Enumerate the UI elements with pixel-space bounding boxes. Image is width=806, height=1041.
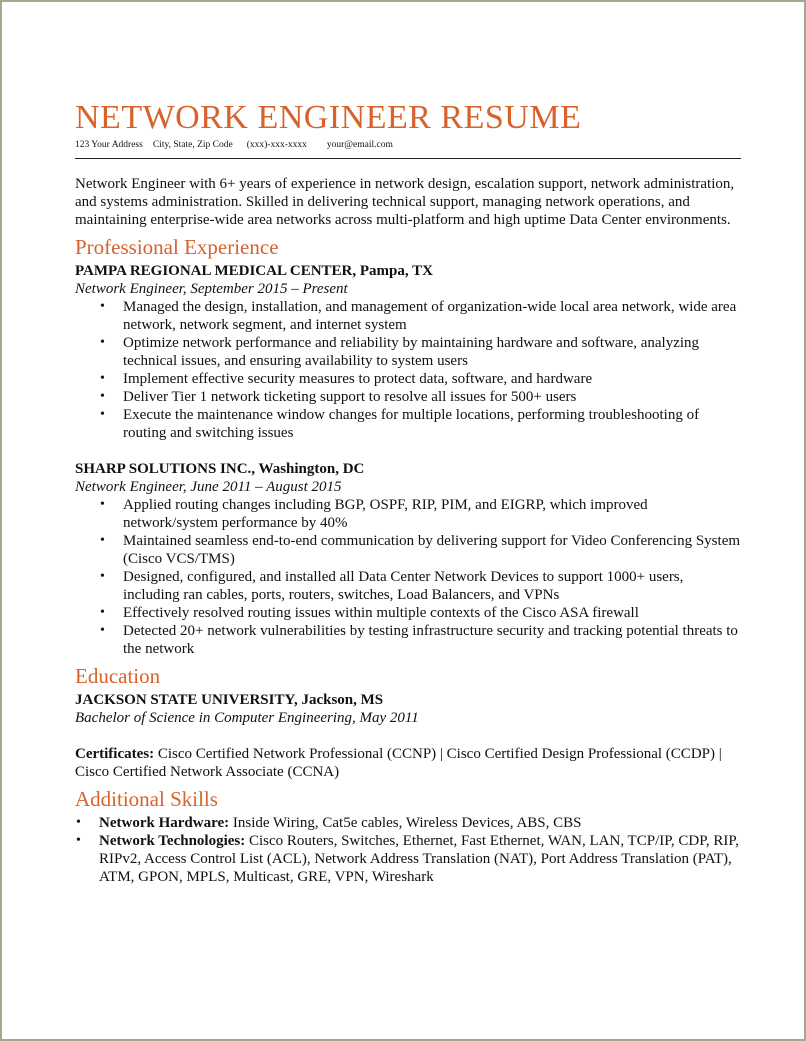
header-divider <box>75 158 741 159</box>
bullet-text: Designed, configured, and installed all Data Center Network Devices to support 1000+ users, including ran cables, ports, routers, switches, Load Balancers, and VPNs <box>123 569 684 603</box>
skills-list <box>75 814 741 886</box>
bullet-text: Managed the design, installation, and management of organization-wide local area network, wide area network, network segment, and internet system <box>123 299 737 333</box>
list-item <box>75 298 741 334</box>
contact-phone: (xxx)-xxx-xxxx <box>246 140 307 150</box>
spacer <box>75 442 741 460</box>
list-item <box>75 532 741 568</box>
contact-address: 123 Your Address <box>75 140 143 150</box>
skill-label: Network Hardware: <box>99 815 230 831</box>
certificates-text: Cisco Certified Network Professional (CCNP) | Cisco Certified Design Professional (CCDP) | Cisco Certified Network Associate (CCNA) <box>75 746 722 780</box>
bullet-icon: • <box>76 815 81 830</box>
bullet-icon: • <box>100 605 105 620</box>
bullet-icon: • <box>100 389 105 404</box>
bullet-text: Optimize network performance and reliability by maintaining hardware and software, analyzing technical issues, and ensuring availability to system users <box>123 335 700 369</box>
job-role: Network Engineer, September 2015 – Present <box>75 281 348 297</box>
bullet-icon: • <box>100 497 105 512</box>
experience-heading: Professional Experience <box>75 235 279 259</box>
bullet-icon: • <box>100 623 105 638</box>
school-name: JACKSON STATE UNIVERSITY, Jackson, MS <box>75 692 384 708</box>
list-item <box>75 622 741 658</box>
certificates <box>75 745 741 781</box>
bullet-icon: • <box>100 407 105 422</box>
bullet-text: Detected 20+ network vulnerabilities by testing infrastructure security and tracking potential threats to the network <box>123 623 738 657</box>
job-bullets <box>75 496 741 658</box>
contact-city: City, State, Zip Code <box>152 140 233 150</box>
list-item <box>75 496 741 532</box>
job-entry <box>75 262 741 442</box>
bullet-text: Applied routing changes including BGP, OSPF, RIP, PIM, and EIGRP, which improved network/system performance by 40% <box>123 497 648 531</box>
contact-email: your@email.com <box>326 140 393 150</box>
skills-heading: Additional Skills <box>75 787 218 811</box>
skill-text: Cisco Routers, Switches, Ethernet, Fast Ethernet, WAN, LAN, TCP/IP, CDP, RIP, RIPv2, Access Control List (ACL), Network Address Translation (NAT), Port Address Translation (PAT), ATM, GPON, MPLS, Multicast, GRE, VPN, Wireshark <box>99 833 739 885</box>
list-item <box>75 568 741 604</box>
bullet-icon: • <box>100 533 105 548</box>
job-role: Network Engineer, June 2011 – August 2015 <box>75 479 342 495</box>
job-entry <box>75 460 741 658</box>
resume-content <box>75 98 741 886</box>
certificates-label: Certificates: <box>75 746 155 762</box>
list-item <box>75 388 741 406</box>
list-item <box>75 832 741 886</box>
list-item <box>75 370 741 388</box>
list-item <box>75 814 741 832</box>
skill-label: Network Technologies: <box>99 833 246 849</box>
bullet-icon: • <box>100 569 105 584</box>
bullet-icon: • <box>76 833 81 848</box>
degree: Bachelor of Science in Computer Engineering, May 2011 <box>75 710 419 726</box>
bullet-text: Execute the maintenance window changes for multiple locations, performing troubleshooting of routing and switching issues <box>123 407 700 441</box>
education-heading: Education <box>75 664 161 688</box>
summary-paragraph: Network Engineer with 6+ years of experience in network design, escalation support, network administration, and systems administration. Skilled in delivering technical support, managing network operations, and maintaining enterprise-wide area networks across multi-platform and high uptime Data Center environments. <box>75 176 735 228</box>
bullet-icon: • <box>100 335 105 350</box>
list-item <box>75 334 741 370</box>
job-bullets <box>75 298 741 442</box>
list-item <box>75 406 741 442</box>
bullet-icon: • <box>100 371 105 386</box>
bullet-text: Implement effective security measures to protect data, software, and hardware <box>123 371 593 387</box>
bullet-text: Deliver Tier 1 network ticketing support to resolve all issues for 500+ users <box>123 389 577 405</box>
resume-title: NETWORK ENGINEER RESUME <box>75 99 582 136</box>
job-employer: PAMPA REGIONAL MEDICAL CENTER, Pampa, TX <box>75 263 433 279</box>
contact-line <box>75 138 741 152</box>
bullet-text: Maintained seamless end-to-end communication by delivering support for Video Conferencing System (Cisco VCS/TMS) <box>123 533 741 567</box>
bullet-icon: • <box>100 299 105 314</box>
list-item <box>75 604 741 622</box>
bullet-text: Effectively resolved routing issues within multiple contexts of the Cisco ASA firewall <box>123 605 639 621</box>
skill-text: Inside Wiring, Cat5e cables, Wireless Devices, ABS, CBS <box>229 815 582 831</box>
job-employer: SHARP SOLUTIONS INC., Washington, DC <box>75 461 365 477</box>
